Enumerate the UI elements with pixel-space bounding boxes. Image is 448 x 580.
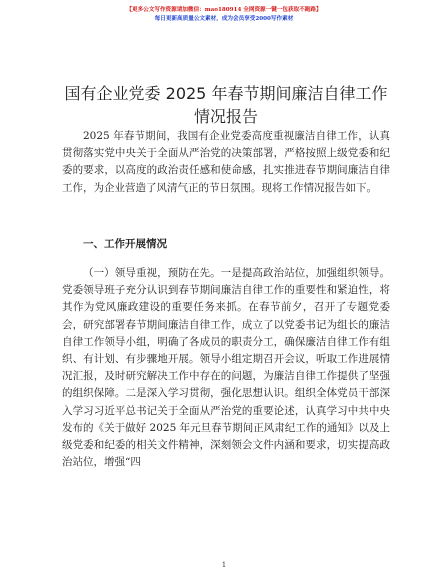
section-paragraph: （一）领导重视，预防在先。一是提高政治站位，加强组织领导。党委领导班子充分认识到春节期间廉洁自律工作的重要性和紧迫性，将其作为党风廉政建设的重要任务来抓。在春节前夕，召开了专题党委会，研究部署春节期间廉洁自律工作，成立了以党委书记为组长的廉洁自律工作领导小组，明确了各成员的职责分工，确保廉洁自律工作有组织、有计划、有步骤地开展。领导小组定期召开会议，听取工作进展情况汇报，及时研究解决工作中存在的问题，为廉洁自律工作提供了坚强的组织保障。二是深入学习贯彻，强化思想认识。组织全体党员干部深入学习习近平总书记关于全面从严治党的重要论述，认真学习中共中央发布的《关于做好 2025 年元旦春节期间正风肃纪工作的通知》以及上级党委和纪委的相关文件精神，深刻领会文件内涵和要求，切实提高政治站位，增强“四 (62, 267, 390, 469)
promo-line-red: 【更多公文写作资源请加微信：mao180914 全网资源一键一包获取不跑路】 (126, 7, 322, 13)
promo-line-blue: 每日更新高质量公文素材，成为会员享受2000写作素材 (154, 16, 294, 22)
page-number: 1 (221, 561, 227, 569)
document-title: 国有企业党委 2025 年春节期间廉洁自律工作情况报告 (64, 84, 388, 126)
section-heading: 一、工作开展情况 (83, 238, 167, 250)
intro-paragraph: 2025 年春节期间，我国有企业党委高度重视廉洁自律工作，认真贯彻落实党中央关于全面从严治党的决策部署，严格按照上级党委和纪委的要求，以高度的政治责任感和使命感，扎实推进春节期间廉洁自律工作，为企业营造了风清气正的节日氛围。现将工作情况报告如下。 (62, 130, 390, 194)
promo-banner (0, 6, 448, 24)
